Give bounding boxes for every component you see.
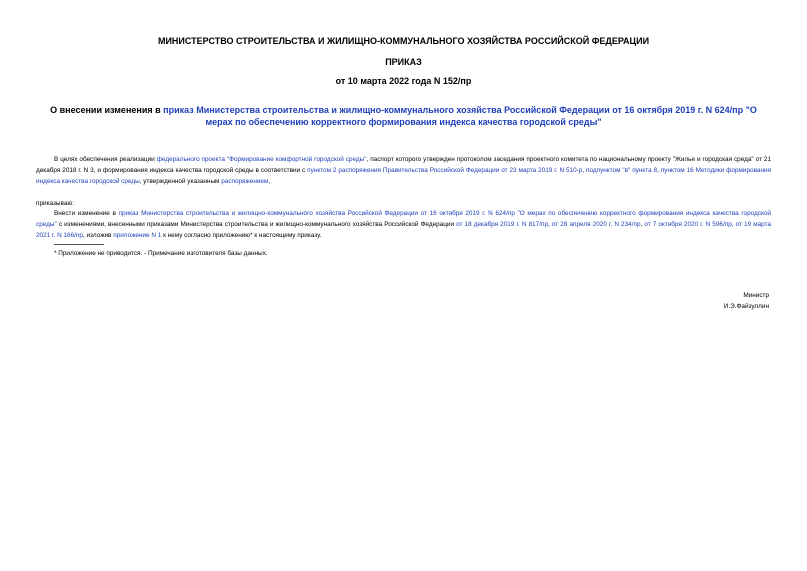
order-text-7: к нему согласно приложению* к настоящему приказу. xyxy=(161,232,322,239)
subject-order-link[interactable]: приказ Министерства строительства и жилищно-коммунального хозяйства Российской Федерации от 16 октября 2019 г. N 624/пр "О мерах по обеспечению корректного формирования индекса качества городской среды" xyxy=(163,105,757,127)
preamble-text-3: , xyxy=(582,167,587,174)
order-text-2: с изменениями, внесенными приказами Министерства строительства и жилищно-коммунального хозяйства Российской Федерации xyxy=(56,221,457,228)
signature-block xyxy=(724,290,769,312)
signatory-title: Министр xyxy=(743,292,769,299)
signatory-name: И.Э.Файзуллин xyxy=(723,303,769,310)
preamble-text-4: , xyxy=(657,167,661,174)
amendment-link-234[interactable]: от 28 апреля 2020 г. N 234/пр xyxy=(551,221,641,228)
order-reference-link[interactable]: распоряжением xyxy=(221,178,269,185)
preamble-text-6: , xyxy=(268,178,271,185)
order-text-6: , изложив xyxy=(82,232,114,239)
amendment-link-596[interactable]: от 7 октября 2020 г. N 596/пр xyxy=(644,221,732,228)
ministry-name: МИНИСТЕРСТВО СТРОИТЕЛЬСТВА И ЖИЛИЩНО-КОММУНАЛЬНОГО ХОЗЯЙСТВА РОССИЙСКОЙ ФЕДЕРАЦИИ xyxy=(157,36,650,46)
document-type: ПРИКАЗ xyxy=(385,57,422,67)
document-subject xyxy=(36,104,771,128)
footnote-text: * Приложение не приводится. - Примечание изготовителя базы данных. xyxy=(54,250,268,257)
paragraph-preamble xyxy=(36,154,771,187)
preamble-text-1: В целях обеспечения реализации xyxy=(54,156,157,163)
paragraph-order-word: приказываю: xyxy=(36,200,74,207)
subject-prefix: О внесении изменения в xyxy=(50,105,164,115)
appendix-1-link[interactable]: приложение N 1 xyxy=(113,232,162,239)
amendment-link-166[interactable]: от 19 марта 2021 г. N 166/пр xyxy=(36,221,771,239)
preamble-text-2: , паспорт которого утвержден протоколом заседания проектного комитета по национальному проекту "Жилье и городская среда" от 21 декабря 2018 г. N 3, и формирования индекса качества городской среды в соответствии с xyxy=(36,156,771,174)
methodology-point-link[interactable]: пунктом 16 Методики формирования индекса качества городской среды xyxy=(36,167,772,185)
order-text-1: Внести изменение в xyxy=(54,210,119,217)
footnote-divider xyxy=(54,244,104,245)
document-date-number: от 10 марта 2022 года N 152/пр xyxy=(335,76,472,86)
order-text-5: , xyxy=(731,221,736,228)
subpoint-link[interactable]: подпунктом "в" пункта 8 xyxy=(586,167,658,174)
order-text-3: , xyxy=(548,221,552,228)
amendment-link-817[interactable]: от 18 декабря 2019 г. N 817/пр xyxy=(456,221,549,228)
federal-project-link[interactable]: федерального проекта "Формирование комфортной городской среды" xyxy=(156,156,367,163)
paragraph-order-body xyxy=(36,208,771,241)
order-text-4: , xyxy=(640,221,645,228)
government-order-link[interactable]: пунктом 2 распоряжения Правительства Российской Федерации от 23 марта 2019 г. N 510-р xyxy=(307,167,583,174)
amended-order-link[interactable]: приказ Министерства строительства и жилищно-коммунального хозяйства Российской Федерации от 16 октября 2019 г. N 624/пр "О мерах по обеспечению корректного формирования индекса качества городской среды" xyxy=(36,210,771,228)
preamble-text-5: , утвержденной указанным xyxy=(139,178,222,185)
